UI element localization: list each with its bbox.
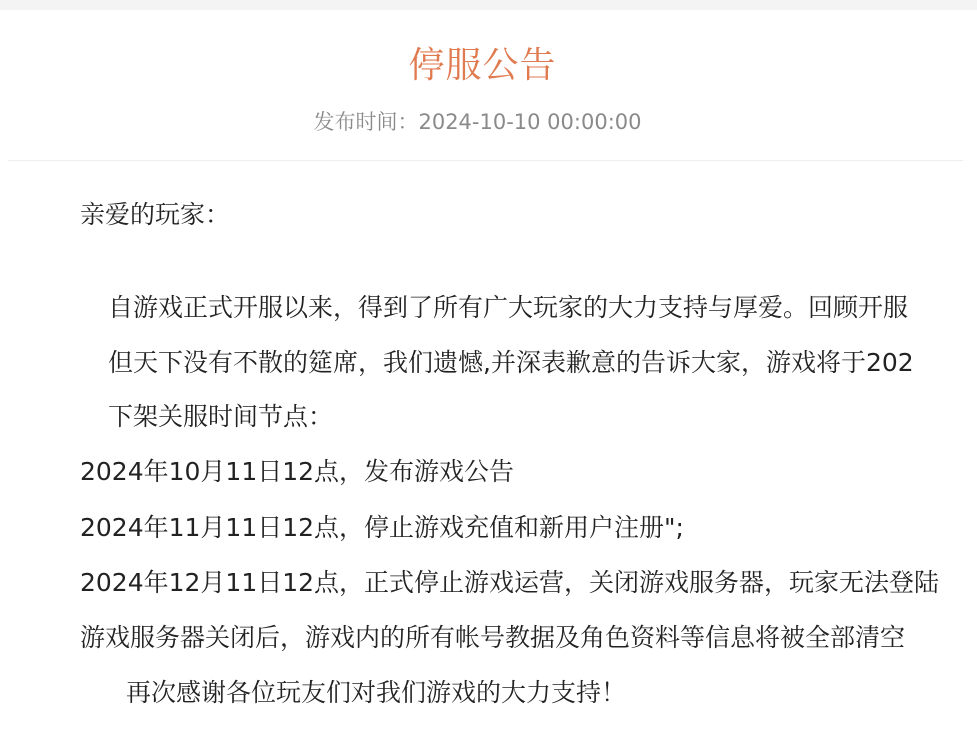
paragraph-2: 但天下没有不散的筵席，我们遗憾,并深表歉意的告诉大家，游戏将于202 bbox=[108, 348, 914, 377]
timeline-item-1: 2024年10月11日12点，发布游戏公告 bbox=[80, 457, 515, 486]
post-close-note: 游戏服务器关闭后，游戏内的所有帐号教据及角色资料等信息将被全部清空 bbox=[80, 623, 906, 652]
greeting: 亲爱的玩家： bbox=[80, 200, 231, 229]
timeline-item-2: 2024年11月11日12点，停止游戏充值和新用户注册"; bbox=[80, 513, 684, 542]
publish-label: 发布时间： bbox=[313, 110, 419, 134]
timeline-item-3: 2024年12月11日12点，正式停止游戏运营，关闭游戏服务器，玩家无法登陆 bbox=[80, 568, 940, 597]
thanks-line: 再次感谢各位玩友们对我们游戏的大力支持！ bbox=[126, 678, 627, 707]
paragraph-1: 自游戏正式开服以来，得到了所有广大玩家的大力支持与厚爱。回顾开服 bbox=[108, 293, 909, 322]
notice-title: 停服公告 bbox=[408, 45, 557, 86]
paragraph-3: 下架关服时间节点： bbox=[108, 402, 334, 431]
publish-time: 2024-10-10 00:00:00 bbox=[418, 110, 642, 134]
